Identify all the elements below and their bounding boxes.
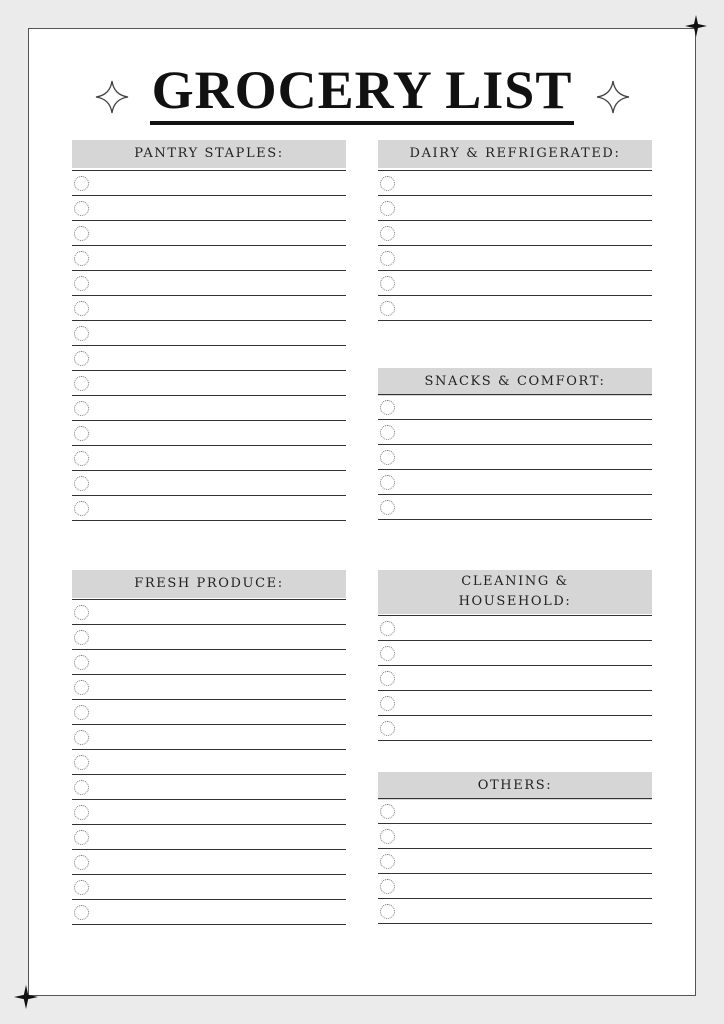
checkbox-circle-icon[interactable] — [74, 605, 89, 620]
list-item[interactable] — [378, 445, 652, 470]
list-item[interactable] — [72, 825, 346, 850]
checkbox-circle-icon[interactable] — [380, 904, 395, 919]
list-item[interactable] — [378, 420, 652, 445]
checkbox-circle-icon[interactable] — [74, 426, 89, 441]
list-item[interactable] — [378, 470, 652, 495]
sparkle-icon — [596, 80, 630, 114]
list-item[interactable] — [378, 691, 652, 716]
checkbox-circle-icon[interactable] — [74, 226, 89, 241]
checkbox-circle-icon[interactable] — [74, 376, 89, 391]
list-item[interactable] — [378, 271, 652, 296]
list-item[interactable] — [72, 900, 346, 925]
list-item[interactable] — [378, 395, 652, 420]
checkbox-circle-icon[interactable] — [380, 201, 395, 216]
list-item[interactable] — [72, 371, 346, 396]
section-dairy-refrigerated — [378, 140, 652, 168]
list-item[interactable] — [72, 471, 346, 496]
list-item[interactable] — [72, 750, 346, 775]
list-item[interactable] — [72, 421, 346, 446]
checkbox-circle-icon[interactable] — [380, 400, 395, 415]
checkbox-circle-icon[interactable] — [74, 705, 89, 720]
list-item[interactable] — [378, 874, 652, 899]
checkbox-circle-icon[interactable] — [74, 780, 89, 795]
corner-sparkle-icon — [14, 985, 38, 1009]
checkbox-circle-icon[interactable] — [74, 276, 89, 291]
list-item[interactable] — [378, 296, 652, 321]
list-item[interactable] — [72, 625, 346, 650]
checkbox-circle-icon[interactable] — [74, 326, 89, 341]
list-item[interactable] — [72, 675, 346, 700]
list-item[interactable] — [72, 725, 346, 750]
list-item[interactable] — [72, 875, 346, 900]
list-item[interactable] — [72, 650, 346, 675]
checkbox-circle-icon[interactable] — [380, 276, 395, 291]
checkbox-circle-icon[interactable] — [74, 730, 89, 745]
section-header: OTHERS: — [378, 772, 652, 800]
checkbox-circle-icon[interactable] — [380, 425, 395, 440]
list-item[interactable] — [72, 171, 346, 196]
list-item[interactable] — [72, 800, 346, 825]
checkbox-circle-icon[interactable] — [74, 176, 89, 191]
checkbox-circle-icon[interactable] — [380, 176, 395, 191]
checkbox-circle-icon[interactable] — [380, 475, 395, 490]
section-cleaning-household — [378, 570, 652, 614]
checkbox-circle-icon[interactable] — [380, 301, 395, 316]
list-item[interactable] — [378, 666, 652, 691]
list-item[interactable] — [72, 271, 346, 296]
list-item[interactable] — [378, 171, 652, 196]
checkbox-circle-icon[interactable] — [380, 879, 395, 894]
list-item[interactable] — [72, 221, 346, 246]
checkbox-circle-icon[interactable] — [380, 621, 395, 636]
list-item[interactable] — [378, 495, 652, 520]
list-item[interactable] — [72, 396, 346, 421]
list-item[interactable] — [378, 899, 652, 924]
list-item[interactable] — [378, 799, 652, 824]
checkbox-circle-icon[interactable] — [380, 671, 395, 686]
checkbox-circle-icon[interactable] — [380, 721, 395, 736]
checkbox-circle-icon[interactable] — [74, 501, 89, 516]
list-item[interactable] — [72, 296, 346, 321]
checkbox-circle-icon[interactable] — [380, 829, 395, 844]
list-item[interactable] — [72, 346, 346, 371]
list-item[interactable] — [378, 616, 652, 641]
section-others — [378, 772, 652, 800]
section-header: FRESH PRODUCE: — [72, 570, 346, 598]
checkbox-circle-icon[interactable] — [74, 655, 89, 670]
list-item[interactable] — [72, 196, 346, 221]
list-item[interactable] — [72, 775, 346, 800]
checkbox-circle-icon[interactable] — [74, 805, 89, 820]
checkbox-circle-icon[interactable] — [74, 451, 89, 466]
list-item[interactable] — [378, 641, 652, 666]
list-item[interactable] — [378, 196, 652, 221]
checkbox-circle-icon[interactable] — [74, 830, 89, 845]
checkbox-circle-icon[interactable] — [380, 450, 395, 465]
checkbox-circle-icon[interactable] — [380, 646, 395, 661]
list-item[interactable] — [378, 221, 652, 246]
checkbox-circle-icon[interactable] — [380, 500, 395, 515]
sparkle-icon — [95, 80, 129, 114]
checkbox-circle-icon[interactable] — [380, 854, 395, 869]
list-item[interactable] — [72, 246, 346, 271]
list-item[interactable] — [72, 600, 346, 625]
checkbox-circle-icon[interactable] — [74, 251, 89, 266]
section-header: PANTRY STAPLES: — [72, 140, 346, 168]
checkbox-circle-icon[interactable] — [74, 755, 89, 770]
list-item[interactable] — [378, 716, 652, 741]
section-header: SNACKS & COMFORT: — [378, 368, 652, 396]
checkbox-circle-icon[interactable] — [74, 680, 89, 695]
list-item[interactable] — [378, 849, 652, 874]
list-item[interactable] — [72, 700, 346, 725]
list-item[interactable] — [378, 824, 652, 849]
checkbox-circle-icon[interactable] — [380, 804, 395, 819]
checkbox-circle-icon[interactable] — [74, 301, 89, 316]
checkbox-circle-icon[interactable] — [74, 855, 89, 870]
checkbox-circle-icon[interactable] — [74, 630, 89, 645]
checkbox-circle-icon[interactable] — [74, 476, 89, 491]
section-pantry-staples — [72, 140, 346, 168]
corner-sparkle-icon — [685, 15, 707, 37]
section-snacks-comfort — [378, 368, 652, 396]
list-item[interactable] — [72, 446, 346, 471]
list-item[interactable] — [378, 246, 652, 271]
checkbox-circle-icon[interactable] — [74, 351, 89, 366]
checkbox-circle-icon[interactable] — [380, 226, 395, 241]
list-item[interactable] — [72, 321, 346, 346]
section-header: CLEANING & HOUSEHOLD: — [378, 570, 652, 614]
checkbox-circle-icon[interactable] — [74, 905, 89, 920]
list-item[interactable] — [72, 496, 346, 521]
section-fresh-produce — [72, 570, 346, 598]
section-header: DAIRY & REFRIGERATED: — [378, 140, 652, 168]
checkbox-circle-icon[interactable] — [380, 696, 395, 711]
checkbox-circle-icon[interactable] — [380, 251, 395, 266]
checkbox-circle-icon[interactable] — [74, 201, 89, 216]
page-title: GROCERY LIST — [150, 62, 575, 125]
checkbox-circle-icon[interactable] — [74, 880, 89, 895]
list-item[interactable] — [72, 850, 346, 875]
checkbox-circle-icon[interactable] — [74, 401, 89, 416]
